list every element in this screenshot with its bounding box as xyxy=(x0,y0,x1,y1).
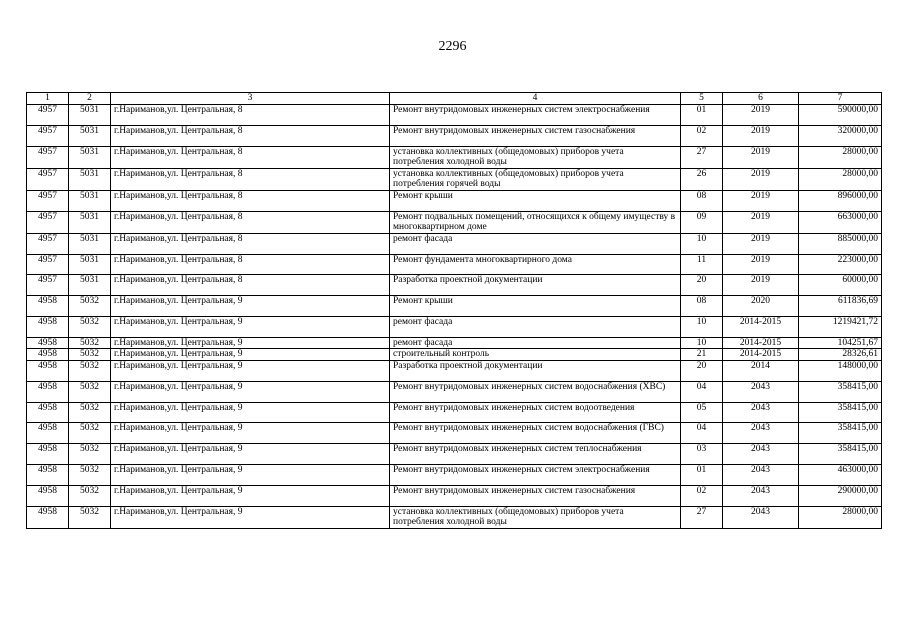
table-cell: г.Нариманов,ул. Центральная, 9 xyxy=(111,337,390,349)
table-cell: 5032 xyxy=(69,360,111,381)
table-cell: 2043 xyxy=(723,422,799,443)
table-cell: 26 xyxy=(681,168,723,190)
table-cell: 4958 xyxy=(27,422,69,443)
table-cell: 4958 xyxy=(27,506,69,528)
table-cell: 4957 xyxy=(27,168,69,190)
table-cell: 4958 xyxy=(27,295,69,316)
table-cell: 358415,00 xyxy=(799,402,882,422)
table-cell: 4957 xyxy=(27,211,69,233)
table-cell: 2019 xyxy=(723,190,799,211)
table-cell: 4958 xyxy=(27,381,69,402)
table-cell: 2019 xyxy=(723,233,799,254)
table-cell: 10 xyxy=(681,233,723,254)
table-cell: Ремонт внутридомовых инженерных систем водоснабжения (ГВС) xyxy=(390,422,681,443)
table-cell: 5032 xyxy=(69,295,111,316)
table-cell: 03 xyxy=(681,443,723,464)
table-cell: 2014-2015 xyxy=(723,337,799,349)
table-cell: г.Нариманов,ул. Центральная, 9 xyxy=(111,349,390,361)
table-row xyxy=(27,104,882,125)
table-cell: ремонт фасада xyxy=(390,233,681,254)
table-row xyxy=(27,316,882,337)
table-cell: 5031 xyxy=(69,233,111,254)
table-cell: 104251,67 xyxy=(799,337,882,349)
table-cell: Ремонт внутридомовых инженерных систем теплоснабжения xyxy=(390,443,681,464)
table-cell: 5032 xyxy=(69,349,111,361)
table-cell: 1219421,72 xyxy=(799,316,882,337)
table-cell: 5031 xyxy=(69,190,111,211)
table-cell: 4958 xyxy=(27,402,69,422)
table-cell: г.Нариманов,ул. Центральная, 8 xyxy=(111,168,390,190)
table-cell: 4958 xyxy=(27,443,69,464)
table-cell: 4958 xyxy=(27,349,69,361)
table-cell: установка коллективных (общедомовых) приборов учета потребления холодной воды xyxy=(390,146,681,168)
table-cell: 611836,69 xyxy=(799,295,882,316)
table-row xyxy=(27,274,882,295)
table-cell: 4957 xyxy=(27,233,69,254)
table-cell: 4958 xyxy=(27,360,69,381)
table-row xyxy=(27,337,882,349)
table-cell: Ремонт крыши xyxy=(390,295,681,316)
table-cell: 663000,00 xyxy=(799,211,882,233)
table-cell: 5032 xyxy=(69,443,111,464)
column-header: 3 xyxy=(111,93,390,105)
table-cell: 5032 xyxy=(69,506,111,528)
table-row xyxy=(27,443,882,464)
table-cell: г.Нариманов,ул. Центральная, 9 xyxy=(111,316,390,337)
table-cell: Ремонт фундамента многоквартирного дома xyxy=(390,254,681,274)
table-cell: 27 xyxy=(681,506,723,528)
table-cell: 5032 xyxy=(69,464,111,485)
table-cell: г.Нариманов,ул. Центральная, 9 xyxy=(111,464,390,485)
table-cell: 2043 xyxy=(723,402,799,422)
table-cell: г.Нариманов,ул. Центральная, 9 xyxy=(111,360,390,381)
column-header: 2 xyxy=(69,93,111,105)
table-cell: 2019 xyxy=(723,146,799,168)
table-cell: 5032 xyxy=(69,316,111,337)
table-cell: г.Нариманов,ул. Центральная, 9 xyxy=(111,485,390,506)
column-header: 6 xyxy=(723,93,799,105)
table-cell: 10 xyxy=(681,337,723,349)
table-row xyxy=(27,402,882,422)
table-cell: 290000,00 xyxy=(799,485,882,506)
header-row xyxy=(27,93,882,105)
table-cell: 2043 xyxy=(723,485,799,506)
table-cell: 28000,00 xyxy=(799,506,882,528)
table-cell: 4957 xyxy=(27,190,69,211)
table-cell: 5031 xyxy=(69,254,111,274)
table-cell: Ремонт внутридомовых инженерных систем водоотведения xyxy=(390,402,681,422)
column-header: 4 xyxy=(390,93,681,105)
table-cell: 2043 xyxy=(723,464,799,485)
table-row xyxy=(27,125,882,146)
table-cell: 04 xyxy=(681,422,723,443)
table-cell: 27 xyxy=(681,146,723,168)
table-cell: 28000,00 xyxy=(799,168,882,190)
table-cell: 20 xyxy=(681,274,723,295)
table-cell: 20 xyxy=(681,360,723,381)
table-cell: 01 xyxy=(681,464,723,485)
table-cell: 5032 xyxy=(69,381,111,402)
table-row xyxy=(27,233,882,254)
table-cell: Ремонт внутридомовых инженерных систем электроснабжения xyxy=(390,464,681,485)
table-cell: Ремонт подвальных помещений, относящихся к общему имуществу в многоквартирном доме xyxy=(390,211,681,233)
table-cell: г.Нариманов,ул. Центральная, 9 xyxy=(111,381,390,402)
table-cell: г.Нариманов,ул. Центральная, 8 xyxy=(111,146,390,168)
table-cell: 590000,00 xyxy=(799,104,882,125)
table-cell: 2014-2015 xyxy=(723,316,799,337)
table-cell: 21 xyxy=(681,349,723,361)
table-row xyxy=(27,254,882,274)
table-cell: 5031 xyxy=(69,104,111,125)
table-cell: г.Нариманов,ул. Центральная, 9 xyxy=(111,443,390,464)
table-row xyxy=(27,190,882,211)
table-cell: 2019 xyxy=(723,274,799,295)
table-row xyxy=(27,168,882,190)
column-header: 7 xyxy=(799,93,882,105)
table-cell: 2019 xyxy=(723,104,799,125)
table-cell: 2014 xyxy=(723,360,799,381)
table-cell: 28000,00 xyxy=(799,146,882,168)
table-cell: 02 xyxy=(681,485,723,506)
table-cell: 4957 xyxy=(27,146,69,168)
table-cell: г.Нариманов,ул. Центральная, 9 xyxy=(111,402,390,422)
table-cell: г.Нариманов,ул. Центральная, 8 xyxy=(111,190,390,211)
table-cell: Разработка проектной документации xyxy=(390,360,681,381)
table-cell: г.Нариманов,ул. Центральная, 8 xyxy=(111,125,390,146)
table-cell: г.Нариманов,ул. Центральная, 8 xyxy=(111,274,390,295)
table-cell: Ремонт внутридомовых инженерных систем электроснабжения xyxy=(390,104,681,125)
table-cell: 2043 xyxy=(723,506,799,528)
table-cell: г.Нариманов,ул. Центральная, 9 xyxy=(111,422,390,443)
table-row xyxy=(27,211,882,233)
table-cell: г.Нариманов,ул. Центральная, 9 xyxy=(111,506,390,528)
table-cell: 4957 xyxy=(27,274,69,295)
table-cell: строительный контроль xyxy=(390,349,681,361)
table-cell: 896000,00 xyxy=(799,190,882,211)
table-cell: 4957 xyxy=(27,104,69,125)
table-cell: 09 xyxy=(681,211,723,233)
column-header: 5 xyxy=(681,93,723,105)
table-cell: 320000,00 xyxy=(799,125,882,146)
table-cell: 885000,00 xyxy=(799,233,882,254)
table-cell: Ремонт внутридомовых инженерных систем газоснабжения xyxy=(390,485,681,506)
table-cell: 4958 xyxy=(27,316,69,337)
table-cell: 5031 xyxy=(69,274,111,295)
table-cell: 01 xyxy=(681,104,723,125)
table-cell: 5032 xyxy=(69,337,111,349)
table-cell: 11 xyxy=(681,254,723,274)
table-cell: 10 xyxy=(681,316,723,337)
table-cell: г.Нариманов,ул. Центральная, 8 xyxy=(111,104,390,125)
table-cell: 358415,00 xyxy=(799,381,882,402)
table-row xyxy=(27,485,882,506)
column-header: 1 xyxy=(27,93,69,105)
table-cell: установка коллективных (общедомовых) приборов учета потребления горячей воды xyxy=(390,168,681,190)
table-cell: 2043 xyxy=(723,443,799,464)
table-cell: Ремонт внутридомовых инженерных систем водоснабжения (ХВС) xyxy=(390,381,681,402)
table-cell: 463000,00 xyxy=(799,464,882,485)
table-row xyxy=(27,381,882,402)
table-cell: г.Нариманов,ул. Центральная, 8 xyxy=(111,233,390,254)
table-cell: г.Нариманов,ул. Центральная, 8 xyxy=(111,211,390,233)
table-cell: 358415,00 xyxy=(799,443,882,464)
table-row xyxy=(27,464,882,485)
page-number: 2296 xyxy=(438,39,467,54)
table-cell: 04 xyxy=(681,381,723,402)
table-cell: 5031 xyxy=(69,125,111,146)
table-cell: 5032 xyxy=(69,402,111,422)
table-cell: 2019 xyxy=(723,125,799,146)
table-cell: 4957 xyxy=(27,254,69,274)
table-cell: 358415,00 xyxy=(799,422,882,443)
table-cell: 60000,00 xyxy=(799,274,882,295)
table-cell: 2043 xyxy=(723,381,799,402)
table-cell: 4958 xyxy=(27,337,69,349)
register-table xyxy=(26,92,882,529)
table-cell: 148000,00 xyxy=(799,360,882,381)
table-cell: 4957 xyxy=(27,125,69,146)
table-cell: Ремонт внутридомовых инженерных систем газоснабжения xyxy=(390,125,681,146)
table-cell: г.Нариманов,ул. Центральная, 9 xyxy=(111,295,390,316)
table-cell: 5031 xyxy=(69,211,111,233)
table-cell: ремонт фасада xyxy=(390,316,681,337)
table-cell: Разработка проектной документации xyxy=(390,274,681,295)
table-row xyxy=(27,349,882,361)
table-cell: 5031 xyxy=(69,168,111,190)
table-row xyxy=(27,295,882,316)
table-cell: 2020 xyxy=(723,295,799,316)
table-cell: установка коллективных (общедомовых) приборов учета потребления холодной воды xyxy=(390,506,681,528)
table-cell: 5032 xyxy=(69,422,111,443)
table-cell: 4958 xyxy=(27,464,69,485)
table-row xyxy=(27,422,882,443)
table-cell: 08 xyxy=(681,190,723,211)
table-cell: г.Нариманов,ул. Центральная, 8 xyxy=(111,254,390,274)
table-cell: 28326,61 xyxy=(799,349,882,361)
table-cell: 05 xyxy=(681,402,723,422)
table-cell: 2019 xyxy=(723,254,799,274)
table-cell: 5032 xyxy=(69,485,111,506)
table-cell: 02 xyxy=(681,125,723,146)
table-cell: ремонт фасада xyxy=(390,337,681,349)
table-cell: 08 xyxy=(681,295,723,316)
table-row xyxy=(27,360,882,381)
table-row xyxy=(27,146,882,168)
table-cell: 2014-2015 xyxy=(723,349,799,361)
table-cell: 4958 xyxy=(27,485,69,506)
table-cell: 5031 xyxy=(69,146,111,168)
table-cell: 2019 xyxy=(723,168,799,190)
table-row xyxy=(27,506,882,528)
table-cell: 2019 xyxy=(723,211,799,233)
table-cell: Ремонт крыши xyxy=(390,190,681,211)
table-cell: 223000,00 xyxy=(799,254,882,274)
